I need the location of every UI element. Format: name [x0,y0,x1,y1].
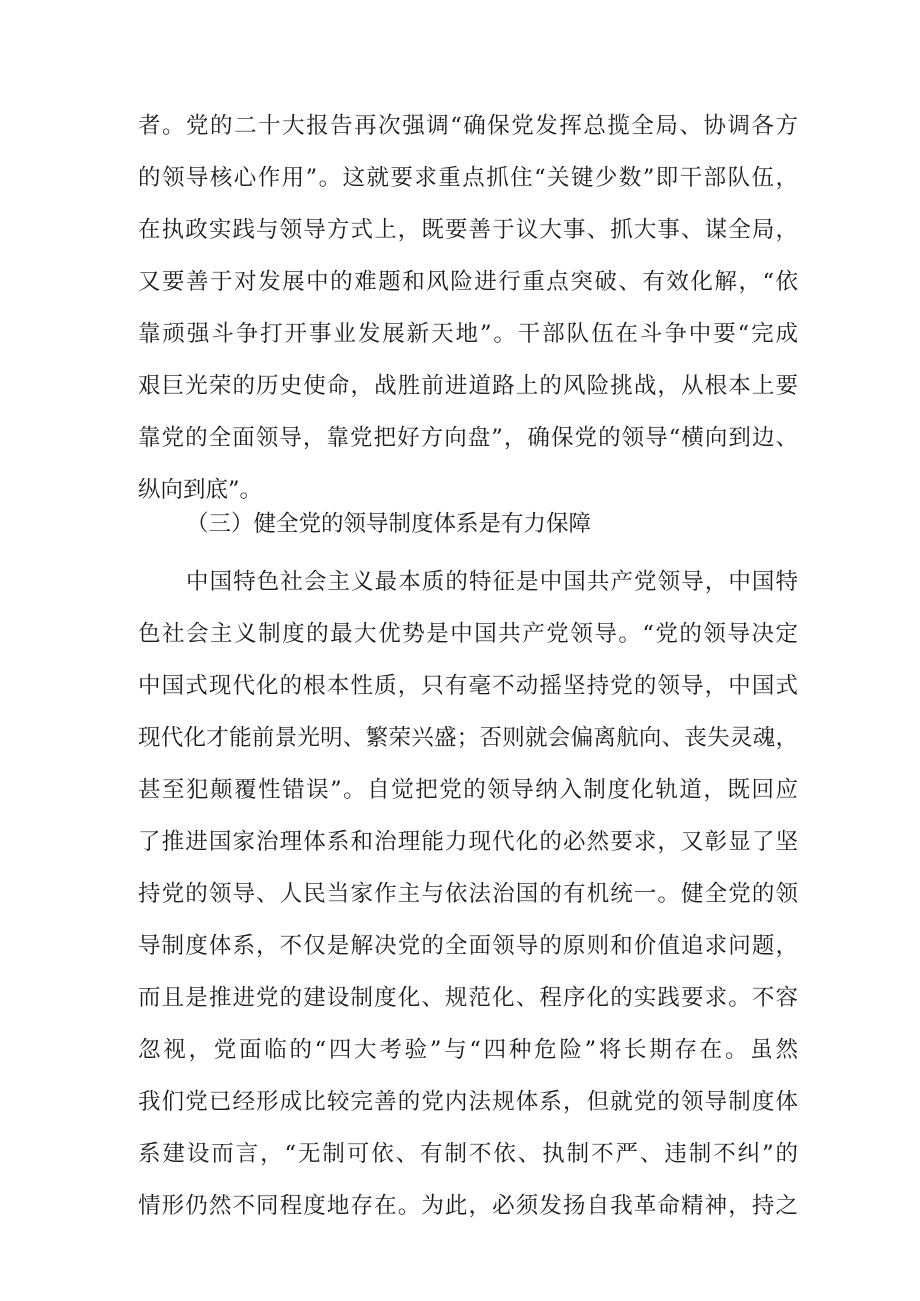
text-line: 情形仍然不同程度地存在。为此，必须发扬自我革命精神，持之 [138,1193,798,1219]
text-line: 色社会主义制度的最大优势是中国共产党领导。“党的领导决定 [138,621,798,647]
text-line: 纵向到底”。 [138,477,263,503]
section-heading: （三）健全党的领导制度体系是有力保障 [186,511,592,537]
text-line: 现代化才能前景光明、繁荣兴盛；否则就会偏离航向、丧失灵魂， [138,725,798,751]
text-line: 的领导核心作用”。这就要求重点抓住“关键少数”即干部队伍， [138,165,798,191]
text-line: 而且是推进党的建设制度化、规范化、程序化的实践要求。不容 [138,985,798,1011]
text-line: 持党的领导、人民当家作主与依法治国的有机统一。健全党的领 [138,881,798,907]
text-line: 系建设而言，“无制可依、有制不依、执制不严、违制不纠”的 [138,1141,798,1167]
text-line: 中国特色社会主义最本质的特征是中国共产党领导，中国特 [186,569,798,595]
text-line: 我们党已经形成比较完善的党内法规体系，但就党的领导制度体 [138,1089,798,1115]
text-line: 中国式现代化的根本性质，只有毫不动摇坚持党的领导，中国式 [138,673,798,699]
text-line: 艰巨光荣的历史使命，战胜前进道路上的风险挑战，从根本上要 [138,373,798,399]
text-line: 忽视，党面临的“四大考验”与“四种危险”将长期存在。虽然 [138,1037,798,1063]
text-line: 导制度体系，不仅是解决党的全面领导的原则和价值追求问题， [138,933,798,959]
text-line: 甚至犯颠覆性错误”。自觉把党的领导纳入制度化轨道，既回应 [138,777,798,803]
text-line: 靠党的全面领导，靠党把好方向盘”，确保党的领导“横向到边、 [138,425,798,451]
text-line: 了推进国家治理体系和治理能力现代化的必然要求，又彰显了坚 [138,829,798,855]
text-line: 靠顽强斗争打开事业发展新天地”。干部队伍在斗争中要“完成 [138,321,798,347]
text-line: 在执政实践与领导方式上，既要善于议大事、抓大事、谋全局， [138,217,798,243]
text-line: 者。党的二十大报告再次强调“确保党发挥总揽全局、协调各方 [138,113,798,139]
text-line: 又要善于对发展中的难题和风险进行重点突破、有效化解，“依 [138,269,798,295]
